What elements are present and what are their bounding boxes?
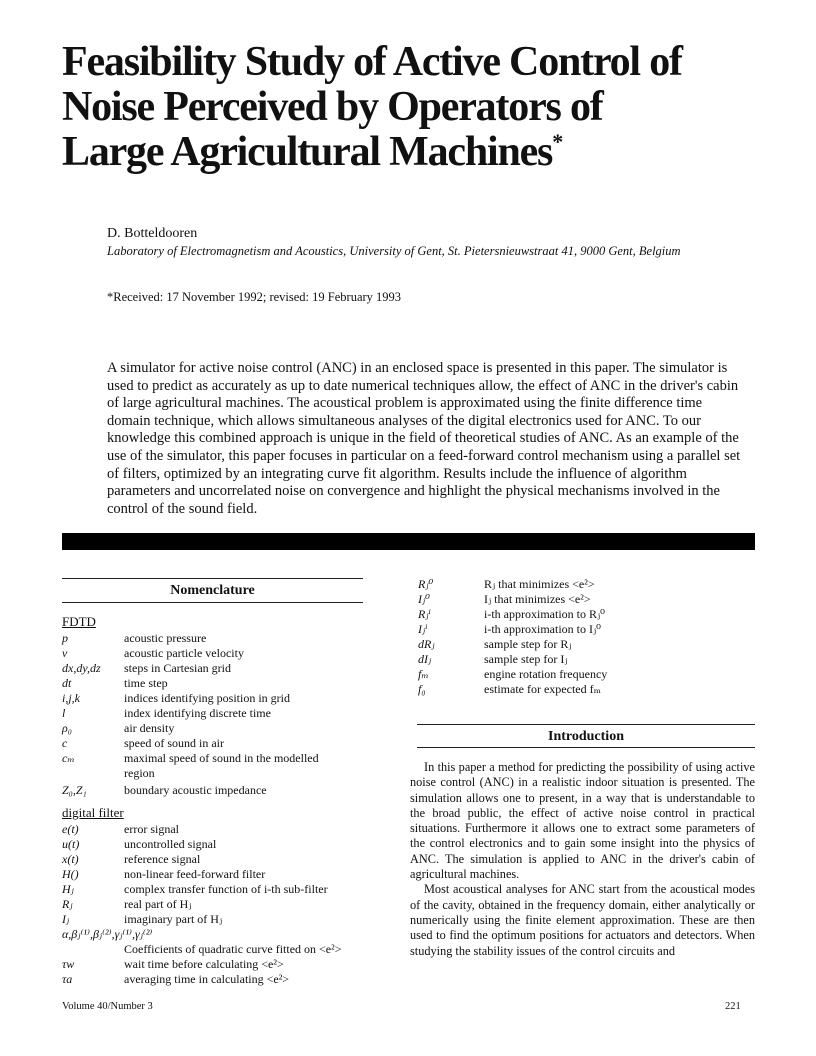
nom-definition: non-linear feed-forward filter <box>124 867 266 881</box>
nom-definition: sample step for Iⱼ <box>484 652 568 666</box>
nom-definition: acoustic pressure <box>124 631 207 645</box>
introduction-body <box>410 760 755 959</box>
nomenclature-heading: Nomenclature <box>170 583 255 598</box>
introduction-paragraph: In this paper a method for predicting the possibility of using active noise control (ANC) in a realistic indoor situation is presented. The simulation allows one to present, in a way that is understandable to the broad public, the effect of active noise control in practical situations. Furthermore it allows one to extract some parameters of the control electronics and to gain some insight into the physics of ANC. The simulation is applied to ANC in the driver's cabin of agricultural machines. <box>410 760 755 882</box>
nom-definition: uncontrolled signal <box>124 837 217 851</box>
nom-symbol: Iⱼ <box>62 912 70 926</box>
nom-symbol: l <box>62 706 66 720</box>
nom-symbol: u(t) <box>62 837 80 851</box>
author-name: D. Botteldooren <box>107 226 198 241</box>
nom-symbol: Iⱼ⁰ <box>418 592 430 606</box>
nom-definition: error signal <box>124 822 179 836</box>
nom-symbol: x(t) <box>62 852 79 866</box>
nom-definition: estimate for expected fₘ <box>484 682 601 696</box>
nom-symbol: Rⱼⁱ <box>418 607 431 621</box>
nom-definition: region <box>124 766 155 780</box>
nomenclature-top-rule <box>62 578 363 579</box>
abstract: A simulator for active noise control (ANC) in an enclosed space is presented in this paper. The simulator is used to predict as accurately as up to date numerical techniques allow, the effect of ANC in the driver's cabin of large agricultural machines. The acoustical problem is approximated using the finite difference time domain technique, which allows simultaneous analyses of the digital electronics used for ANC. To our knowledge this combined approach is unique in the field of theoretical studies of ANC. As an example of the use of the simulator, this paper focuses in particular on a feed-forward control mechanism using a parallel set of filters, optimized by an integrating curve fit algorithm. Results include the influence of algorithm parameters and uncorrelated noise on convergence and highlight the physical mechanisms involved in the control of the sound field. <box>107 360 741 517</box>
nom-definition: Rⱼ that minimizes <e²> <box>484 577 595 591</box>
title-line: Noise Perceived by Operators of <box>62 84 603 130</box>
nom-symbol: p <box>62 631 68 645</box>
nom-definition: Iⱼ that minimizes <e²> <box>484 592 591 606</box>
nom-definition: air density <box>124 721 175 735</box>
introduction-top-rule <box>417 724 755 725</box>
nom-definition: engine rotation frequency <box>484 667 608 681</box>
nom-symbol: dIⱼ <box>418 652 432 666</box>
nomenclature-bottom-rule <box>62 602 363 603</box>
nom-symbol: Rⱼ⁰ <box>418 577 434 591</box>
nom-symbol: i,j,k <box>62 691 80 705</box>
nom-definition: averaging time in calculating <e²> <box>124 972 290 986</box>
nom-definition: boundary acoustic impedance <box>124 783 267 797</box>
nom-symbol: fₘ <box>418 667 429 681</box>
nom-definition: acoustic particle velocity <box>124 646 244 660</box>
received-dates: *Received: 17 November 1992; revised: 19 February 1993 <box>107 290 402 304</box>
nom-definition: steps in Cartesian grid <box>124 661 231 675</box>
title-line <box>62 130 762 175</box>
paper-title <box>62 40 762 175</box>
nom-symbol: ρ₀ <box>62 721 72 735</box>
introduction-heading: Introduction <box>548 729 624 744</box>
nom-definition: indices identifying position in grid <box>124 691 290 705</box>
nom-definition: complex transfer function of i-th sub-filter <box>124 882 328 896</box>
fdtd-heading: FDTD <box>62 614 96 629</box>
nom-symbol: cₘ <box>62 751 75 765</box>
nom-definition: sample step for Rⱼ <box>484 637 572 651</box>
nom-symbol: H() <box>62 867 79 881</box>
nom-symbol: dx,dy,dz <box>62 661 101 675</box>
nom-symbol: Z₀,Z₁ <box>62 783 87 797</box>
nom-definition: wait time before calculating <e²> <box>124 957 284 971</box>
nom-symbol: τw <box>62 957 75 971</box>
nom-definition: reference signal <box>124 852 201 866</box>
nom-symbol: c <box>62 736 68 750</box>
nom-symbol: α,βⱼ⁽¹⁾,βⱼ⁽²⁾,γⱼ⁽¹⁾,γⱼ⁽²⁾ <box>62 927 153 941</box>
nom-symbol: Hⱼ <box>62 882 74 896</box>
nom-definition: real part of Hⱼ <box>124 897 192 911</box>
nom-symbol: f₀ <box>418 682 426 696</box>
title-footnote-mark: * <box>552 129 563 154</box>
nom-symbol: Rⱼ <box>62 897 73 911</box>
nom-definition: i-th approximation to Iⱼ⁰ <box>484 622 601 636</box>
nom-definition: time step <box>124 676 168 690</box>
nom-symbol: dRⱼ <box>418 637 435 651</box>
nom-definition: speed of sound in air <box>124 736 224 750</box>
introduction-bottom-rule <box>417 747 755 748</box>
author-affiliation: Laboratory of Electromagnetism and Acoustics, University of Gent, St. Pietersnieuwstraat 41, 9000 Gent, Belgium <box>107 244 681 258</box>
title-line: Feasibility Study of Active Control of <box>62 39 682 85</box>
page-number: 221 <box>725 1001 741 1012</box>
introduction-paragraph: Most acoustical analyses for ANC start from the acoustical modes of the cavity, obtained in the frequency domain, either analytically or numerically using the finite element approximation. These are then used to find the optimum positions for actuators and detectors. When studying the stability issues of the control circuits and <box>410 882 755 958</box>
title-line-text: Large Agricultural Machines <box>62 129 553 175</box>
nom-definition: imaginary part of Hⱼ <box>124 912 223 926</box>
nom-symbol: τa <box>62 972 73 986</box>
nom-symbol: Iⱼⁱ <box>418 622 428 636</box>
abstract-divider-bar <box>62 533 755 550</box>
nom-definition: maximal speed of sound in the modelled <box>124 751 319 765</box>
journal-volume: Volume 40/Number 3 <box>62 1001 153 1012</box>
nom-symbol: e(t) <box>62 822 79 836</box>
nom-definition: Coefficients of quadratic curve fitted on <e²> <box>124 942 342 956</box>
digital-filter-heading: digital filter <box>62 805 124 820</box>
nom-symbol: v <box>62 646 68 660</box>
nom-symbol: dt <box>62 676 72 690</box>
nom-definition: i-th approximation to Rⱼ⁰ <box>484 607 605 621</box>
nom-definition: index identifying discrete time <box>124 706 271 720</box>
